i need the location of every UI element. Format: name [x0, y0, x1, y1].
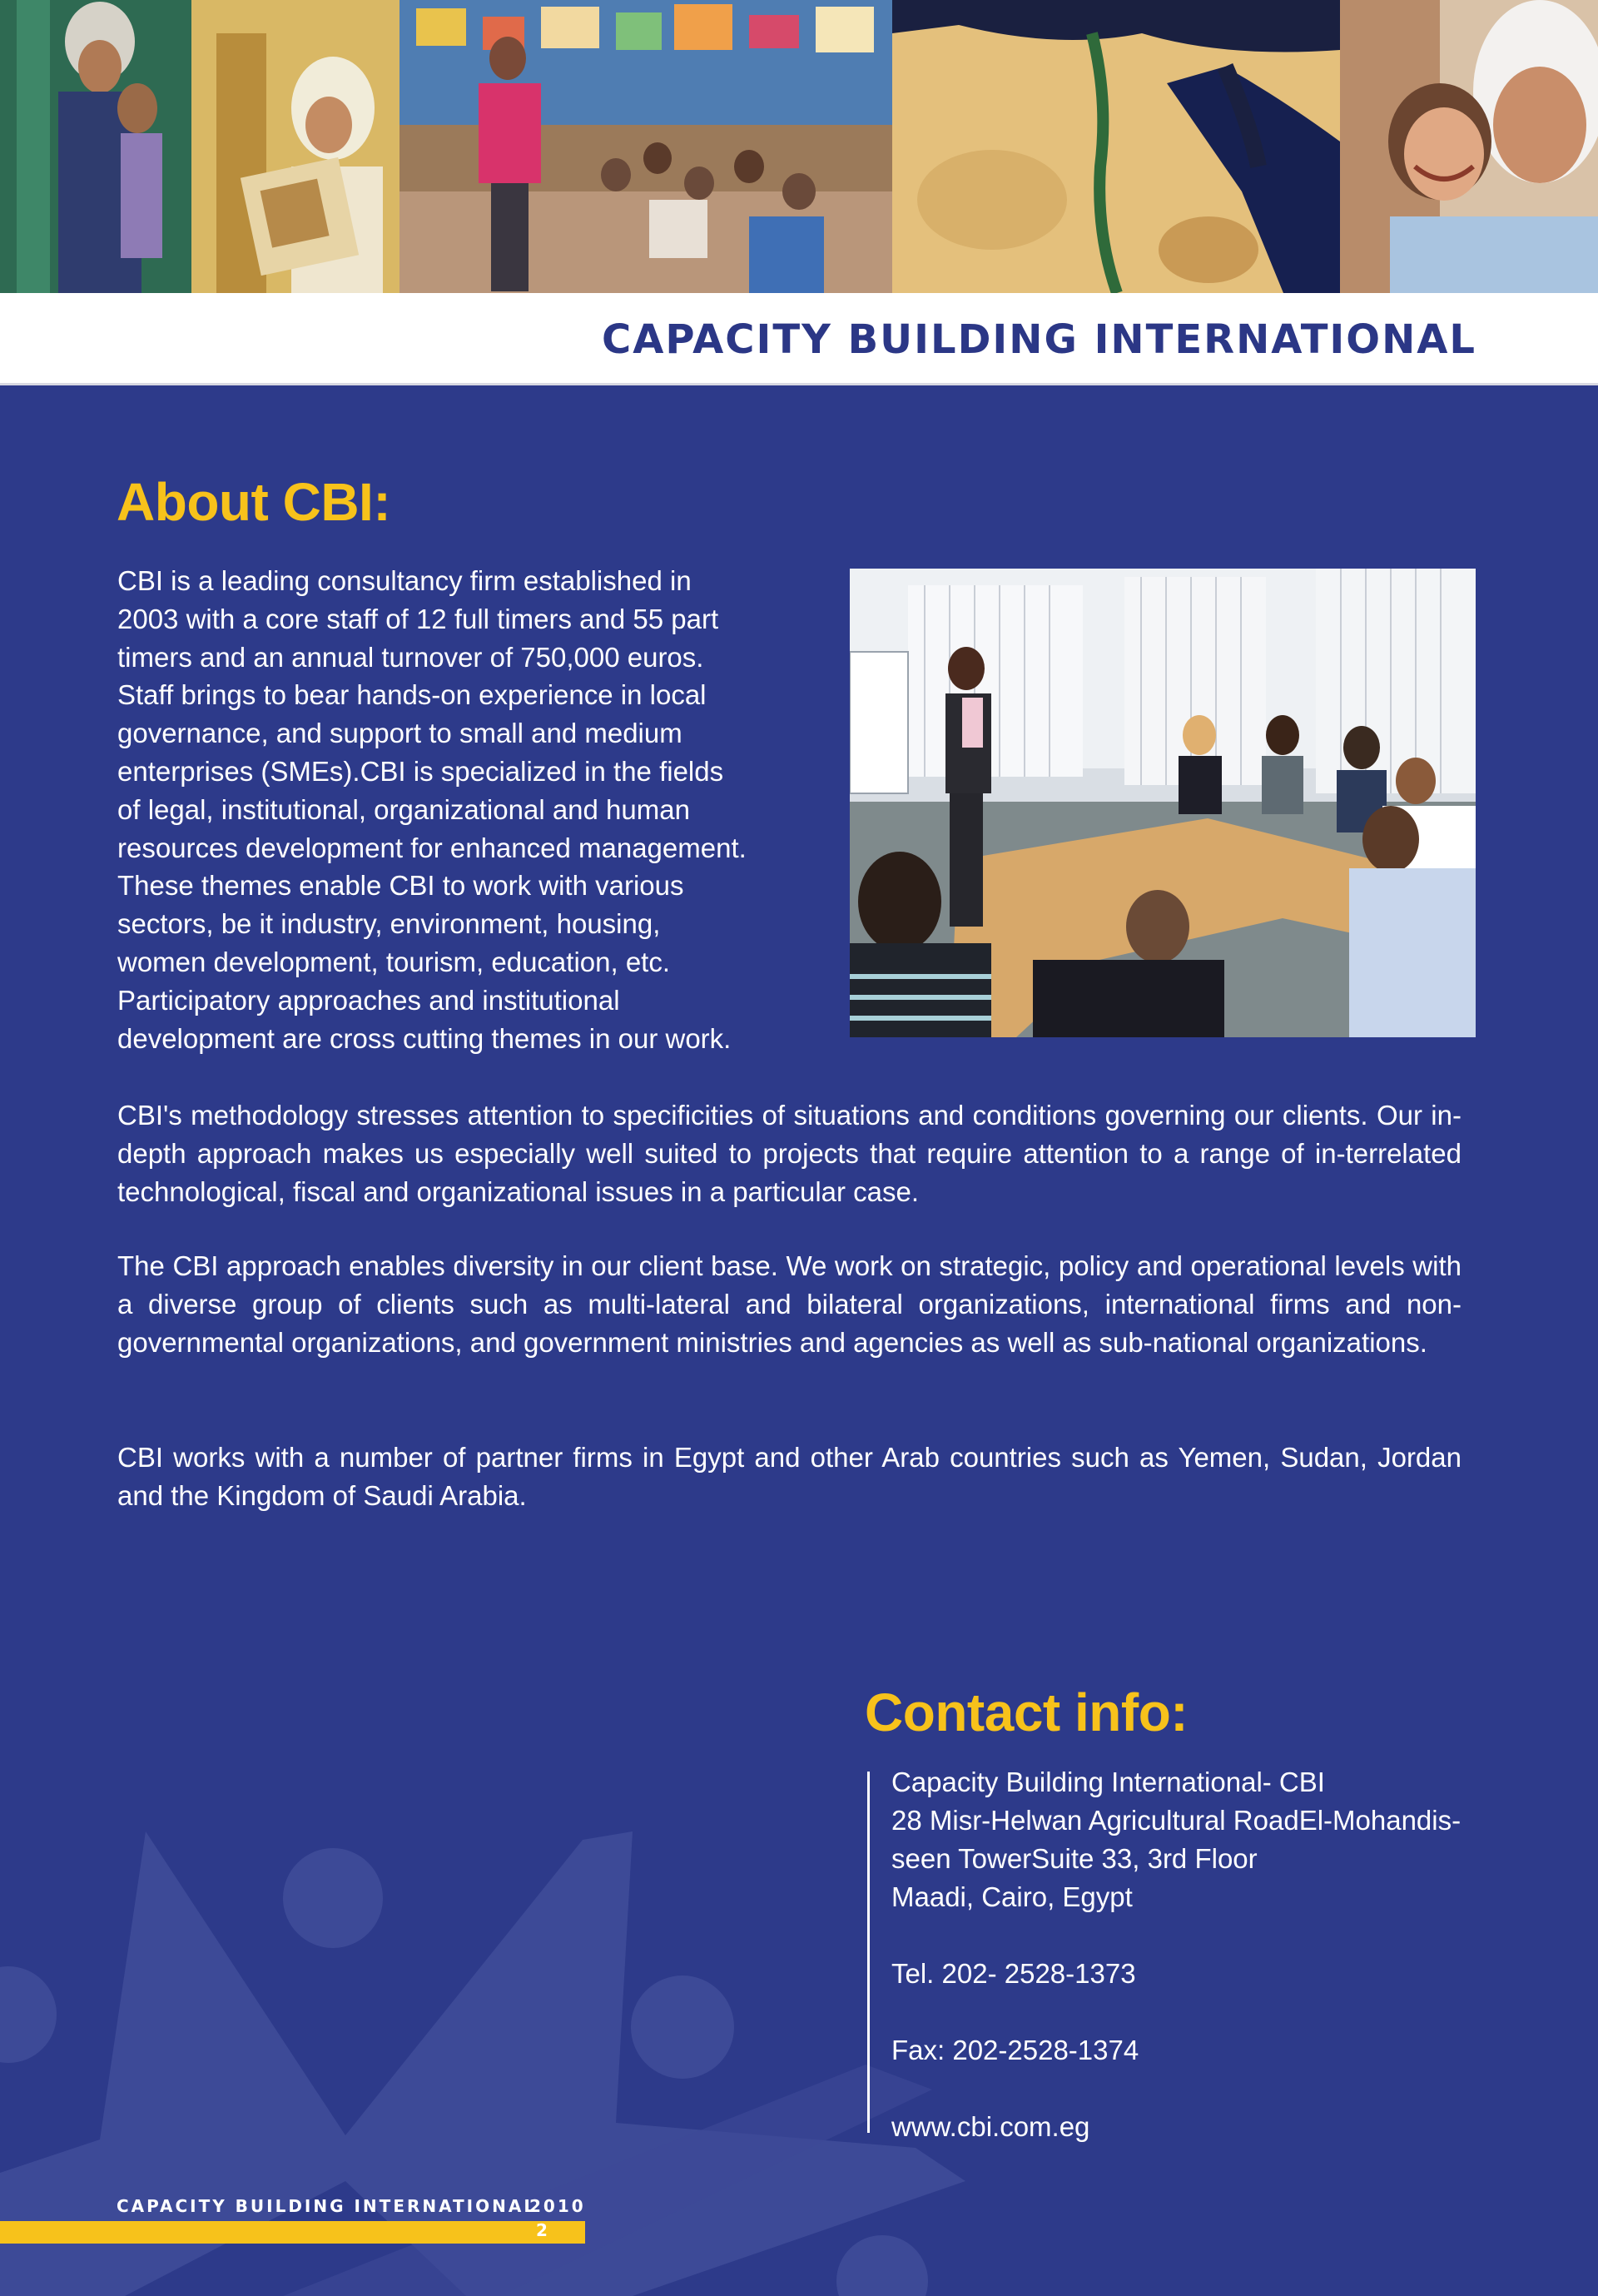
intro-line: Staff brings to bear hands-on experience in local [117, 679, 707, 711]
contact-telephone: Tel. 202- 2528-1373 [891, 1958, 1136, 1989]
contact-address-line: Maadi, Cairo, Egypt [891, 1881, 1133, 1912]
header-photo-strip [0, 0, 1598, 293]
about-heading: About CBI: [117, 472, 391, 532]
organization-title: CAPACITY BUILDING INTERNATIONAL [601, 316, 1476, 363]
contact-details [891, 1763, 1524, 2146]
contact-fax: Fax: 202-2528-1374 [891, 2035, 1139, 2065]
methodology-text: CBI's methodology stresses attention to specificities of situations and conditions governing our clients. Our in-depth approach makes us especially well suited to projects that require attention to a range of in-terrelated technological, fiscal and organizational issues in a particular case. [117, 1100, 1462, 1207]
about-paragraph-methodology [117, 1096, 1462, 1210]
intro-line: timers and an annual turnover of 750,000 euros. [117, 641, 704, 673]
intro-line: CBI is a leading consultancy firm established in [117, 565, 692, 596]
intro-line: women development, tourism, education, etc. [117, 946, 671, 977]
about-paragraph-clients [117, 1247, 1462, 1361]
intro-line: enterprises (SMEs).CBI is specialized in the fields [117, 755, 724, 787]
spacer [891, 2070, 1524, 2108]
intro-line: These themes enable CBI to work with various [117, 870, 684, 902]
partners-text: CBI works with a number of partner firms in Egypt and other Arab countries such as Yemen, Sudan, Jordan and the Kingdom of Saudi Arabia. [117, 1442, 1462, 1511]
about-paragraph-partners [117, 1439, 1462, 1515]
contact-divider [867, 1772, 870, 2133]
photo-classroom [400, 0, 892, 293]
contact-heading: Contact info: [865, 1682, 1189, 1742]
spacer [891, 1993, 1524, 2031]
title-band [0, 293, 1598, 385]
photo-map-of-egypt [892, 0, 1340, 293]
intro-line: of legal, institutional, organizational and human [117, 793, 690, 825]
intro-line: resources development for enhanced management. [117, 832, 747, 863]
decorative-figures [0, 1790, 999, 2296]
contact-address-line: seen TowerSuite 33, 3rd Floor [891, 1843, 1258, 1874]
clients-text: The CBI approach enables diversity in our client base. We work on strategic, policy and operational levels with a diverse group of clients such as multi-lateral and bilateral organizations, international firms and non-governmental organizations, and government ministries and agencies as well as sub-national organizations. [117, 1250, 1462, 1358]
contact-website-link[interactable]: www.cbi.com.eg [891, 2111, 1090, 2142]
about-intro [117, 562, 833, 1057]
contact-company: Capacity Building International- CBI [891, 1767, 1325, 1797]
spacer [891, 1916, 1524, 1955]
footer-organization-label: CAPACITY BUILDING INTERNATIONAL [117, 2196, 538, 2216]
intro-line: Participatory approaches and institutional [117, 984, 620, 1016]
intro-line: 2003 with a core staff of 12 full timers and 55 part [117, 603, 719, 634]
footer-bar [0, 2221, 585, 2244]
intro-line: development are cross cutting themes in our work. [117, 1022, 732, 1054]
intro-line: governance, and support to small and medium [117, 718, 682, 749]
page-number: 2 [536, 2220, 548, 2240]
photo-smiling-girl [1340, 0, 1598, 293]
photo-women-doorway [0, 0, 400, 293]
meeting-photo [850, 569, 1476, 1037]
intro-line: sectors, be it industry, environment, housing, [117, 908, 661, 940]
contact-address-line: 28 Misr-Helwan Agricultural RoadEl-Mohandis- [891, 1805, 1462, 1836]
footer-year: 2010 [529, 2196, 586, 2216]
